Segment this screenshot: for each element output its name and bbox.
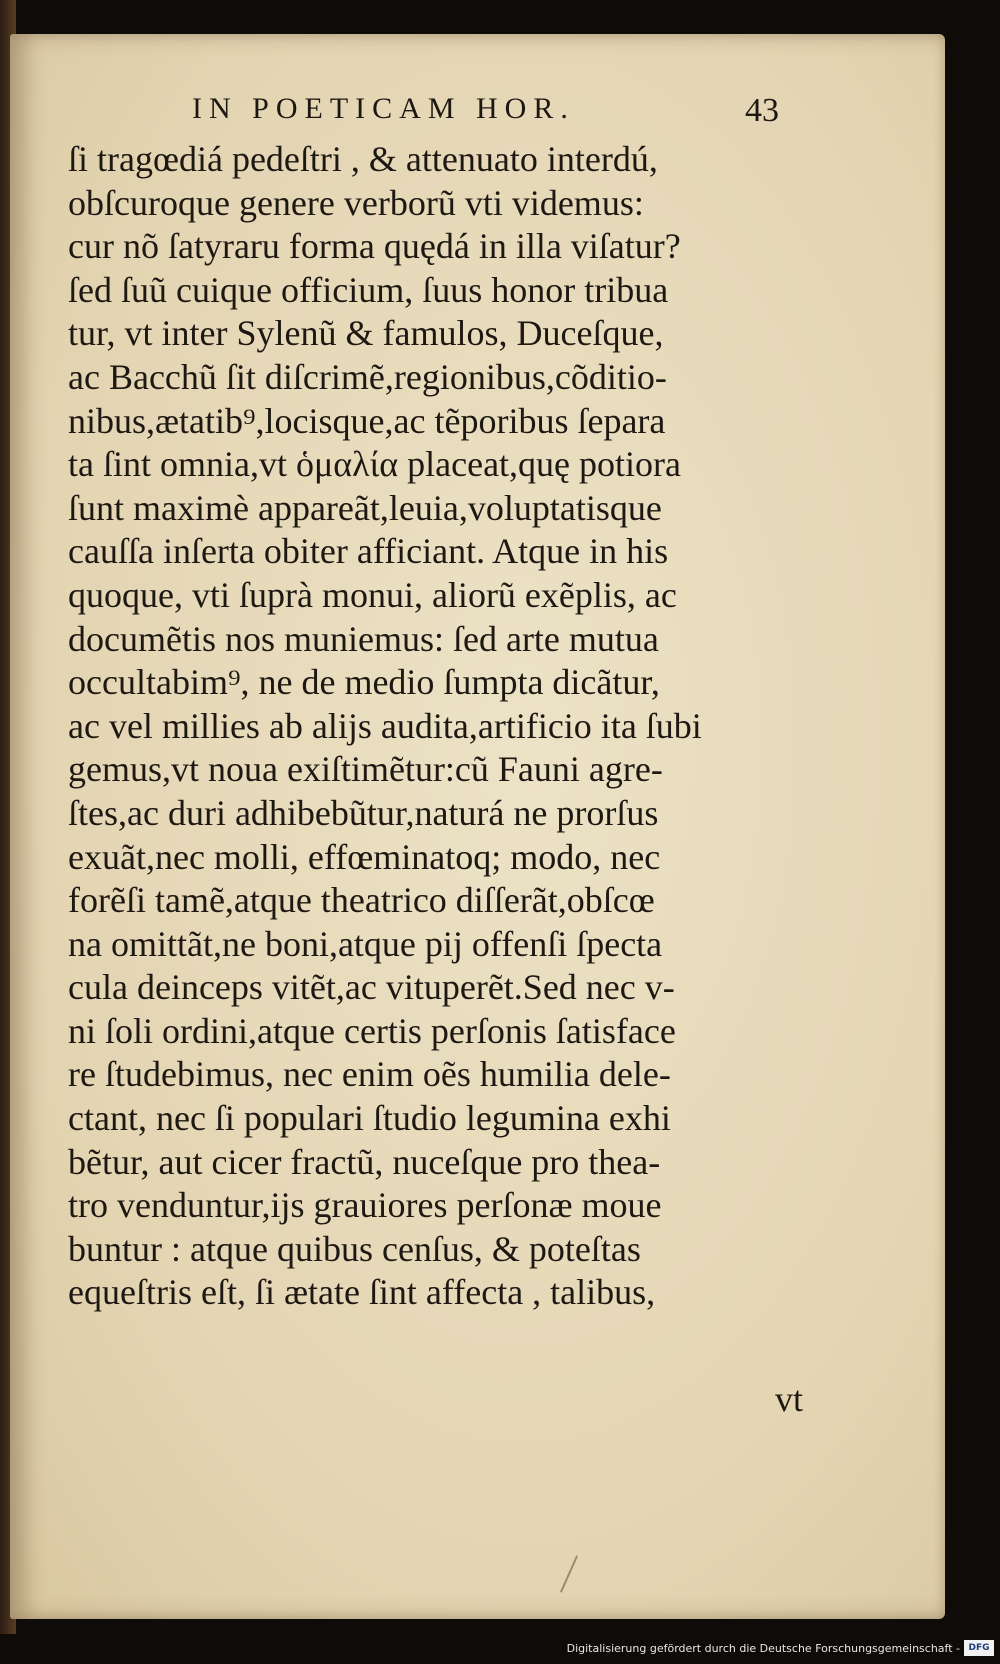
page-header xyxy=(0,92,1000,132)
text-line: quoque, vti ſuprà monui, aliorũ exẽplis, ac xyxy=(68,574,677,615)
text-line: ſunt maximè appareãt,leuia,voluptatisque xyxy=(68,487,662,528)
text-line: na omittãt,ne boni,atque pij offenſi ſpecta xyxy=(68,923,663,964)
text-line: ſtes,ac duri adhibebũtur,naturá ne prorſus xyxy=(68,792,659,833)
text-line: tur, vt inter Sylenũ & famulos, Duceſque, xyxy=(68,313,664,354)
text-line: ta ſint omnia,vt ὁμαλία placeat,quę potiora xyxy=(68,444,682,485)
text-line: re ſtudebimus, nec enim oẽs humilia dele- xyxy=(68,1054,671,1095)
running-head: IN POETICAM HOR. xyxy=(192,92,575,125)
text-line: cauſſa inſerta obiter afficiant. Atque in his xyxy=(68,531,669,572)
text-line: bẽtur, aut cicer fractũ, nuceſque pro thea- xyxy=(68,1141,661,1182)
text-line: ac Bacchũ ſit diſcrimẽ,regionibus,cõditio- xyxy=(68,356,667,397)
text-line: tro venduntur,ijs grauiores perſonæ moue xyxy=(68,1185,662,1226)
dfg-logo-icon: DFG xyxy=(964,1640,994,1656)
text-line: exuãt,nec molli, effœminatoq; modo, nec xyxy=(68,836,661,877)
text-line: gemus,vt noua exiſtimẽtur:cũ Fauni agre- xyxy=(68,749,663,790)
text-line: ſed ſuũ cuique officium, ſuus honor tribua xyxy=(68,269,669,310)
catchword: vt xyxy=(775,1379,804,1419)
digitization-footer xyxy=(0,1634,1000,1664)
text-line: cur nõ ſatyraru forma quędá in illa viſatur? xyxy=(68,226,681,267)
text-line: ſi tragœdiá pedeſtri , & attenuato interdú, xyxy=(68,139,658,179)
text-line: nibus,ætatib⁹,locisque,ac tẽporibus ſepara xyxy=(68,400,666,441)
text-line: buntur : atque quibus cenſus, & poteſtas xyxy=(68,1228,641,1269)
text-line: occultabim⁹, ne de medio ſumpta dicãtur, xyxy=(68,662,660,703)
text-line: obſcuroque genere verborũ vti videmus: xyxy=(68,182,644,223)
text-line: documẽtis nos muniemus: ſed arte mutua xyxy=(68,618,659,659)
text-line: ac vel millies ab alijs audita,artificio ita ſubi xyxy=(68,705,702,746)
funding-credit: Digitalisierung gefördert durch die Deutsche Forschungsgemeinschaft - xyxy=(566,1642,960,1655)
body-text xyxy=(68,138,808,1315)
text-line: forẽſi tamẽ,atque theatrico diſſerãt,obſcœ xyxy=(68,880,655,921)
text-line: ctant, nec ſi populari ſtudio legumina exhi xyxy=(68,1098,671,1139)
text-line: cula deinceps vitẽt,ac vituperẽt.Sed nec v- xyxy=(68,967,675,1008)
text-line: equeſtris eſt, ſi ætate ſint affecta , talibus, xyxy=(68,1272,656,1313)
page-number: 43 xyxy=(745,92,779,129)
text-line: ni ſoli ordini,atque certis perſonis ſatisface xyxy=(68,1010,676,1051)
